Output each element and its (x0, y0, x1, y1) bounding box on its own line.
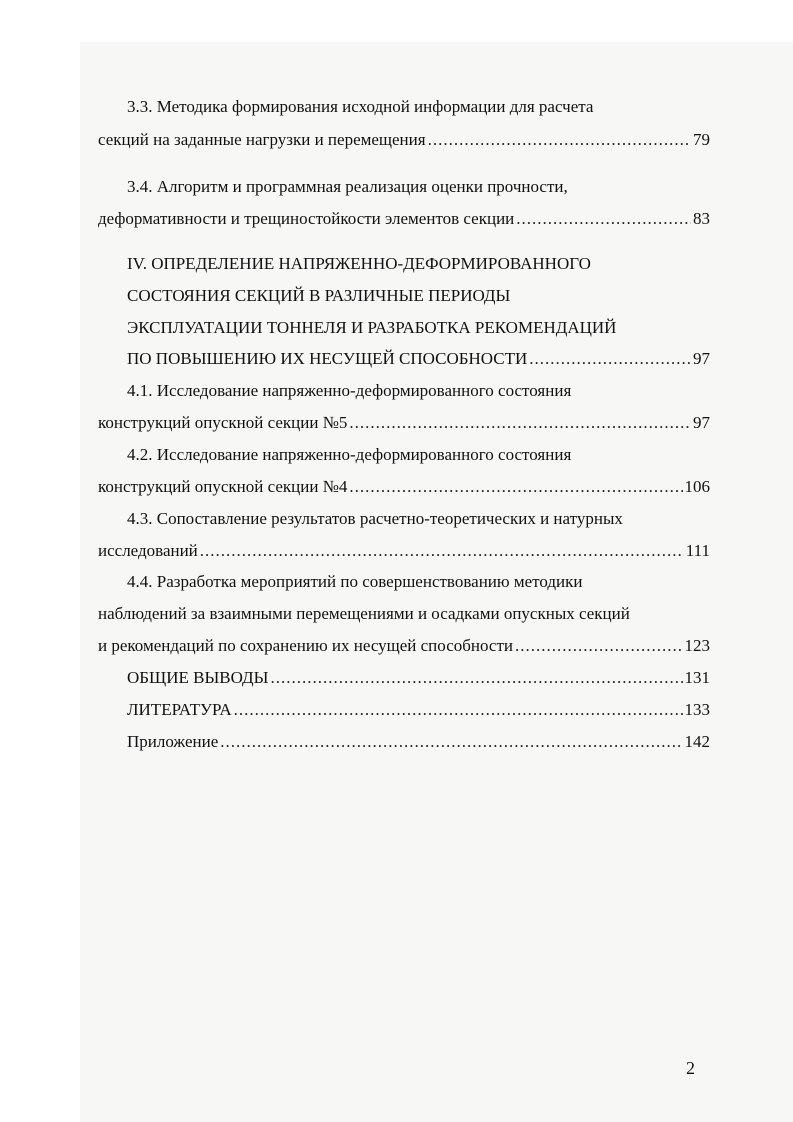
toc-entry-4-4-line-1: 4.4. Разработка мероприятий по совершенствованию методики (127, 572, 583, 591)
toc-entry-3-3-line-1: 3.3. Методика формирования исходной информации для расчета (127, 97, 594, 116)
toc-page-number: 106 (684, 477, 710, 496)
leader-dots (234, 698, 683, 722)
toc-entry-4-4-line-2: наблюдений за взаимными перемещениями и осадками опускных секций (98, 604, 630, 623)
toc-entry-text: исследований (98, 541, 198, 560)
toc-entry-text: ЛИТЕРАТУРА (127, 700, 232, 719)
toc-entry-text: деформативности и трещиностойкости элементов секции (98, 209, 515, 228)
toc-entry-text: ОБЩИЕ ВЫВОДЫ (127, 668, 269, 687)
leader-dots (515, 634, 683, 658)
toc-entry-4-4-last-line (98, 634, 710, 658)
toc-entry-3-3-last-line (98, 128, 710, 152)
toc-page-number: 97 (693, 413, 710, 432)
leader-dots (349, 411, 691, 435)
toc-entry-4-3-last-line (98, 539, 710, 563)
toc-entry-appendix (127, 730, 710, 754)
toc-page-number: 133 (684, 700, 710, 719)
toc-entry-text: конструкций опускной секции №4 (98, 477, 348, 496)
toc-entry-literature (127, 698, 710, 722)
toc-page-number: 142 (684, 732, 710, 751)
toc-entry-text: секций на заданные нагрузки и перемещения (98, 130, 426, 149)
toc-chapter-iv-line-1: IV. ОПРЕДЕЛЕНИЕ НАПРЯЖЕННО-ДЕФОРМИРОВАННОГО (127, 254, 591, 273)
leader-dots (529, 347, 691, 371)
toc-page-number: 79 (693, 130, 710, 149)
toc-entry-conclusions (127, 666, 710, 690)
toc-page-number: 123 (684, 636, 710, 655)
toc-chapter-iv-line-2: СОСТОЯНИЯ СЕКЦИЙ В РАЗЛИЧНЫЕ ПЕРИОДЫ (127, 286, 511, 305)
toc-page-number: 131 (684, 668, 710, 687)
toc-entry-text: и рекомендаций по сохранению их несущей способности (98, 636, 513, 655)
toc-entry-3-4-line-1: 3.4. Алгоритм и программная реализация оценки прочности, (127, 177, 568, 196)
toc-entry-4-2-line-1: 4.2. Исследование напряженно-деформированного состояния (127, 445, 572, 464)
leader-dots (349, 475, 682, 499)
toc-chapter-iv-last-line (127, 347, 710, 371)
toc-entry-text: ПО ПОВЫШЕНИЮ ИХ НЕСУЩЕЙ СПОСОБНОСТИ (127, 349, 528, 368)
toc-entry-text: конструкций опускной секции №5 (98, 413, 348, 432)
page-number: 2 (686, 1058, 695, 1078)
toc-entry-4-1-line-1: 4.1. Исследование напряженно-деформированного состояния (127, 381, 572, 400)
leader-dots (270, 666, 682, 690)
toc-chapter-iv-line-3: ЭКСПЛУАТАЦИИ ТОННЕЛЯ И РАЗРАБОТКА РЕКОМЕНДАЦИЙ (127, 318, 617, 337)
toc-page-number: 83 (693, 209, 710, 228)
toc-entry-4-1-last-line (98, 411, 710, 435)
leader-dots (220, 730, 682, 754)
leader-dots (200, 539, 684, 563)
toc-page-number: 97 (693, 349, 710, 368)
leader-dots (428, 128, 691, 152)
toc-entry-3-4-last-line (98, 207, 710, 231)
toc-entry-4-2-last-line (98, 475, 710, 499)
toc-entry-text: Приложение (127, 732, 219, 751)
toc-page-number: 111 (685, 541, 710, 560)
toc-entry-4-3-line-1: 4.3. Сопоставление результатов расчетно-теоретических и натурных (127, 509, 623, 528)
leader-dots (516, 207, 691, 231)
